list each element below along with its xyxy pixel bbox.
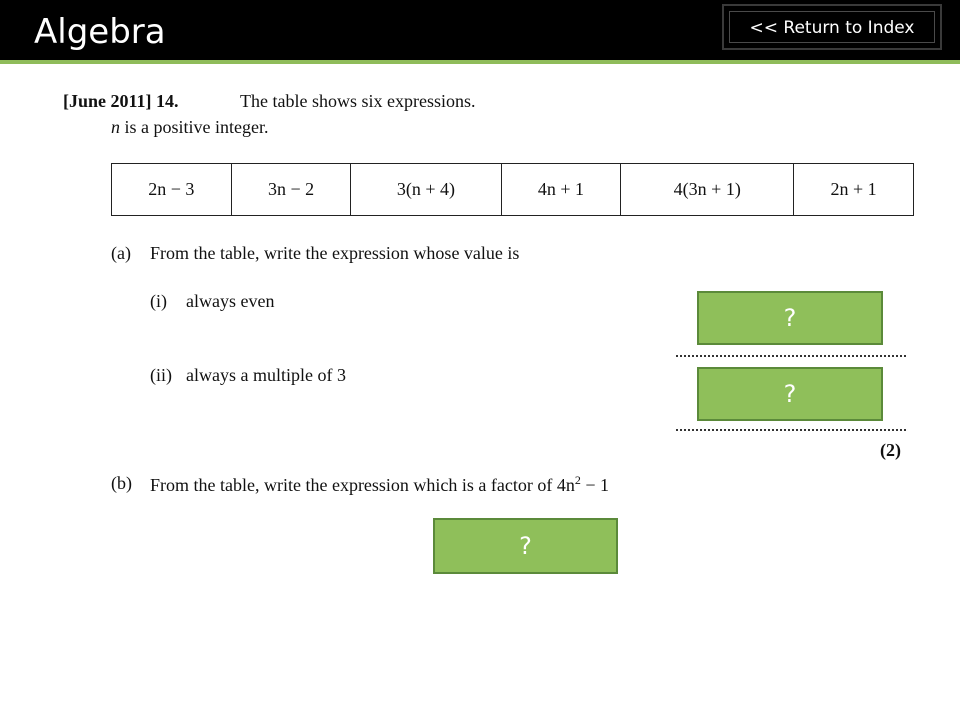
part-a-ii-label: (ii) (150, 365, 172, 385)
return-to-index-button[interactable] (722, 4, 942, 50)
table-cell: 4n + 1 (501, 164, 621, 216)
part-a-label: (a) (111, 243, 131, 263)
part-b-text-end: − 1 (580, 475, 610, 495)
answer-box-b[interactable]: ? (433, 518, 618, 574)
accent-line (0, 60, 960, 64)
part-a-ii-text: always a multiple of 3 (186, 365, 346, 385)
part-a-i-text: always even (186, 291, 275, 311)
expressions-table (111, 163, 914, 216)
part-b-text: From the table, write the expression which is a factor of 4n (150, 475, 575, 495)
table-cell: 2n + 1 (794, 164, 914, 216)
part-b-prompt (150, 473, 609, 496)
exponent: 2 (574, 473, 581, 487)
part-b-label: (b) (111, 473, 132, 493)
variable-n: n (111, 117, 120, 137)
part-a-prompt: From the table, write the expression whose value is (150, 243, 520, 263)
question-intro: The table shows six expressions. (240, 91, 476, 111)
answer-box-a-i[interactable]: ? (697, 291, 883, 345)
answer-line-a-ii (676, 427, 906, 431)
table-cell: 2n − 3 (112, 164, 232, 216)
part-a-i-label: (i) (150, 291, 167, 311)
marks-label: (2) (880, 440, 901, 460)
question-reference: [June 2011] 14. (63, 91, 179, 111)
answer-box-a-ii[interactable]: ? (697, 367, 883, 421)
table-cell: 3(n + 4) (351, 164, 501, 216)
table-row (112, 164, 914, 216)
answer-line-a-i (676, 353, 906, 357)
table-cell: 3n − 2 (231, 164, 351, 216)
condition-text: is a positive integer. (124, 117, 269, 137)
return-button-label: << Return to Index (749, 18, 915, 38)
question-condition (111, 117, 268, 138)
page-title: Algebra (34, 12, 166, 52)
table-cell: 4(3n + 1) (621, 164, 794, 216)
